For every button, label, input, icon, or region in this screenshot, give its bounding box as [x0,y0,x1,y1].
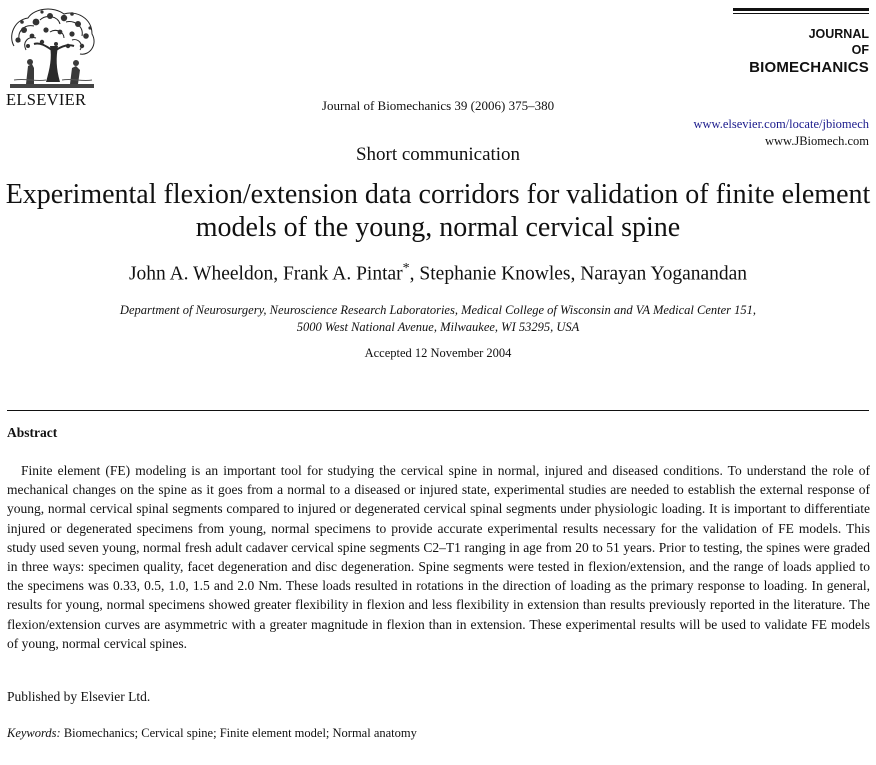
article-section-type: Short communication [355,144,521,165]
authors-secondary: , Stephanie Knowles, Narayan Yoganandan [409,263,748,285]
journal-citation: Journal of Biomechanics 39 (2006) 375–380 [321,98,555,113]
journal-masthead [733,8,869,78]
keywords-list: Biomechanics; Cervical spine; Finite element model; Normal anatomy [63,726,417,740]
abstract-heading: Abstract [7,425,58,440]
section-divider [7,410,869,411]
affiliation-line1: Department of Neurosurgery, Neuroscience Research Laboratories, Medical College of Wisconsin and VA Medical Center 151, [119,303,757,317]
masthead-rule-thin [733,13,869,14]
publisher-name: ELSEVIER [6,90,87,109]
journal-name-line3: BIOMECHANICS [749,59,869,76]
elsevier-tree-icon [6,6,98,92]
publisher-logo [6,6,102,109]
journal-name [733,26,869,78]
keywords-line [7,726,417,741]
author-list [0,261,876,286]
article-title: Experimental flexion/extension data corridors for validation of finite element models of the young, normal cervical spine [5,179,871,243]
abstract-body: Finite element (FE) modeling is an important tool for studying the cervical spine in normal, injured and diseased conditions. To understand the role of mechanical changes on the spine as it goes from a normal to a diseased or injured state, experimental studies are needed to establish the external response of young, normal cervical spinal segments compared to injured or degenerated cervical spinal segments under physiologic loading. It is important to differentiate injured or degenerated specimens from young, normal specimens to provide accurate experimental results necessary for the validation of FE models. This study used seven young, normal fresh adult cadaver cervical spine segments C2–T1 ranging in age from 20 to 51 years. Prior to testing, the spines were graded in three ways: specimen quality, facet degeneration and disc degeneration. Spine segments were tested in flexion/extension, and the range of loads applied to the specimens was 0.33, 0.5, 1.0, 1.5 and 2.0 Nm. These loads resulted in rotations in the direction of loading as the primary response to loading. In general, results for young, normal specimens showed greater flexibility in flexion and less flexibility in extension than results previously reported in the literature. The flexion/extension curves are asymmetric with a greater magnitude in flexion than in extension. These experimental results will be used to validate FE models of young, normal cervical spines. [7,463,870,651]
affiliation-line2: 5000 West National Avenue, Milwaukee, WI 53295, USA [296,320,580,334]
journal-name-line1: JOURNAL [808,27,869,41]
author-affiliation [0,302,876,336]
keywords-label: Keywords: [7,726,61,740]
accepted-date: Accepted 12 November 2004 [364,346,512,360]
masthead-rule [733,8,869,11]
publisher-statement: Published by Elsevier Ltd. [7,689,151,704]
journal-site-link[interactable]: www.JBiomech.com [764,134,869,148]
corresponding-author-mark[interactable]: * [402,261,410,276]
journal-name-line2: OF [851,43,869,57]
journal-url-link[interactable]: www.elsevier.com/locate/jbiomech [693,117,869,131]
authors-primary: John A. Wheeldon, Frank A. Pintar [128,263,403,285]
